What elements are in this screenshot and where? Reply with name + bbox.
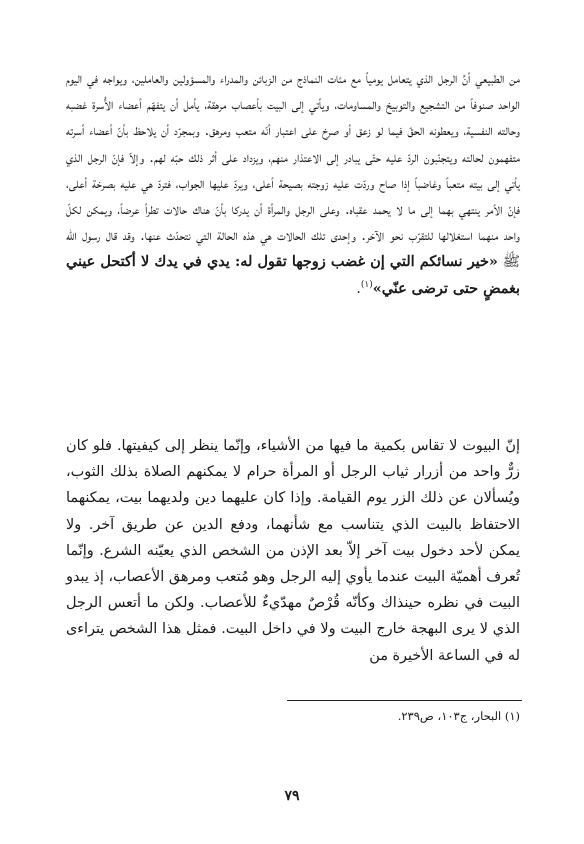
paragraph-2-text: إنّ البيوت لا تقاس بكمية ما فيها من الأشياء، وإنّما ينظر إلى كيفيتها. فلو كان زرٌّ واحد من أزرار ثياب الرجل أو المرأة حرام لا يمكنهم الصلاة بذلك الثوب، ويُسألان عن ذلك الزر يوم القيامة. وإذا كان عليهما دين ولديهما بيت، يمكنهما الاحتفاظ بالبيت الذي يتناسب مع شأنهما، ودفع الدين عن طريق آخر. ولا يمكن لأحد دخول بيت آخر إلاّ بعد الإذن من الشخص الذي يعيّنه الشرع. وإنّما تُعرف أهميّة البيت عندما يأوي إليه الرجل وهو مُتعب ومرهق الأعصاب، إذ يبدو البيت في نظره حينذاك وكأنّه قُرْصٌ مهدّيءٌ للأعصاب. ولكن ما أتعس الرجل الذي لا يرى البهجة خارج البيت ولا في داخل البيت. فمثل هذا الشخص يتراءى له في الساعة الأخيرة من bbox=[66, 438, 520, 664]
paragraph-1 bbox=[66, 66, 520, 302]
footnote: (١) البحار، ج١٠٣، ص٢٣٩. bbox=[397, 709, 520, 723]
footnote-reference: (١) bbox=[360, 279, 373, 290]
paragraph-1-end: . bbox=[356, 280, 361, 297]
page-number: ٧٩ bbox=[284, 788, 300, 804]
paragraph-1-text: من الطبيعي أنَّ الرجل الذي يتعامل يومياً مع مئات النماذج من الزبائن والمدراء والمسؤولين والعاملين، ويواجه في اليوم الواحد صنوفاً من التشجيع والتوبيخ والمساومات، ويأتي إلى البيت بأعصاب مرهقة، يأمل أن يتفهّم أعضاء الأُسرة غضبه وحالته النفسية، ويعطونه الحقّ فيما لو زعق أو صرخ على اعتبار أنّه متعب ومرهق. وبمجرّد أن يلاحظ بأنّ أعضاء أسرته متفهمون لحالته ويتجنّبون الردّ عليه حتّى يبادر إلى الاعتذار منهم، ويزداد على أثر ذلك حبّه لهم. وإلاّ فإنّ الرجل الذي يأتي إلى بيته متعباً وغاضباً إذا صاح وردّت عليه زوجته بصيحة أعلى، ويردّ عليها الجواب، فتردّ هي عليه بصرخة أعلى، فإنّ الأمر ينتهي بهما إلى ما لا يحمد عقباه. وعلى الرجل والمرأة أن يدركا بأنّ هناك حالات تطرأ عرضاً، ويمكن لكلّ واحد منهما استغلالها للتقرّب نحو الآخر. وإحدى تلك الحالات هي هذه الحالة التي نتحدّث عنها. وقد قال رسول الله ﷺ bbox=[66, 71, 520, 271]
paragraph-2 bbox=[66, 433, 520, 669]
footnote-divider bbox=[287, 700, 522, 701]
hadith-quote: «خير نسائكم التي إن غضب زوجها تقول له: يدي في يدك لا أكتحل عيني بغمضٍ حتى ترضى عنّي» bbox=[66, 253, 520, 297]
